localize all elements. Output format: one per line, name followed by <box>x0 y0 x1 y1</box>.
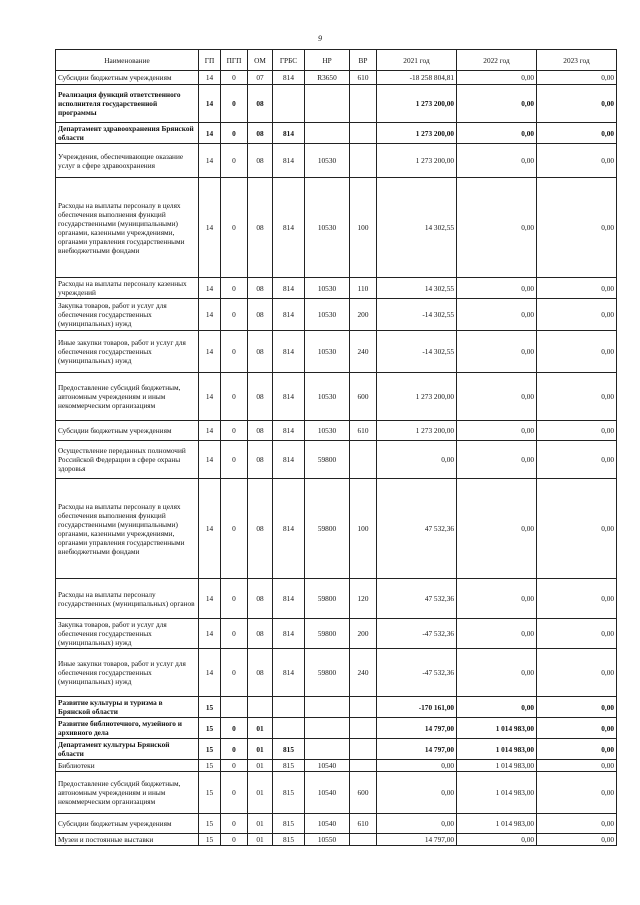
cell-pgp: 0 <box>221 373 248 421</box>
table-row <box>56 441 617 479</box>
cell-gp: 15 <box>199 718 221 739</box>
cell-nr <box>305 85 350 123</box>
cell-y2021: 1 273 200,00 <box>377 85 457 123</box>
cell-vr: 100 <box>350 479 377 579</box>
cell-pgp: 0 <box>221 579 248 619</box>
cell-gp: 15 <box>199 772 221 814</box>
cell-vr <box>350 739 377 760</box>
cell-vr <box>350 697 377 718</box>
cell-name: Закупка товаров, работ и услуг для обеспечения государственных (муниципальных) нужд <box>56 619 199 649</box>
table-row <box>56 85 617 123</box>
cell-nr: 10530 <box>305 421 350 441</box>
cell-pgp: 0 <box>221 441 248 479</box>
cell-om: 01 <box>248 739 273 760</box>
cell-y2023: 0,00 <box>537 718 617 739</box>
column-header: ГРБС <box>273 50 305 71</box>
cell-vr <box>350 441 377 479</box>
cell-y2023: 0,00 <box>537 697 617 718</box>
table-row <box>56 144 617 178</box>
cell-grbs: 815 <box>273 739 305 760</box>
cell-grbs: 814 <box>273 299 305 331</box>
table-header-row <box>56 50 617 71</box>
cell-pgp: 0 <box>221 649 248 697</box>
cell-nr: 59800 <box>305 649 350 697</box>
cell-name: Субсидии бюджетным учреждениям <box>56 421 199 441</box>
column-header: ПГП <box>221 50 248 71</box>
cell-pgp: 0 <box>221 760 248 772</box>
cell-y2021: 1 273 200,00 <box>377 123 457 144</box>
cell-y2022: 0,00 <box>457 479 537 579</box>
cell-y2021: 14 797,00 <box>377 739 457 760</box>
cell-nr: 10530 <box>305 331 350 373</box>
cell-pgp: 0 <box>221 814 248 834</box>
cell-name: Департамент культуры Брянской области <box>56 739 199 760</box>
table-row <box>56 178 617 278</box>
cell-y2021: 14 797,00 <box>377 834 457 846</box>
cell-y2021: -170 161,00 <box>377 697 457 718</box>
cell-pgp: 0 <box>221 619 248 649</box>
cell-y2021: 1 273 200,00 <box>377 373 457 421</box>
cell-gp: 14 <box>199 71 221 85</box>
cell-name: Расходы на выплаты персоналу в целях обеспечения выполнения функций государственными (муниципальными) органами, казенными учреждениями, органами управления государственными внебюджетными фондами <box>56 479 199 579</box>
cell-name: Закупка товаров, работ и услуг для обеспечения государственных (муниципальных) нужд <box>56 299 199 331</box>
table-row <box>56 331 617 373</box>
cell-nr: 10530 <box>305 278 350 299</box>
cell-y2021: 14 302,55 <box>377 278 457 299</box>
cell-vr <box>350 760 377 772</box>
cell-name: Субсидии бюджетным учреждениям <box>56 814 199 834</box>
cell-nr: 10530 <box>305 373 350 421</box>
budget-table <box>55 49 617 846</box>
cell-name: Развитие библиотечного, музейного и архивного дела <box>56 718 199 739</box>
table-row <box>56 123 617 144</box>
table-row <box>56 71 617 85</box>
cell-grbs: 815 <box>273 772 305 814</box>
cell-grbs: 814 <box>273 144 305 178</box>
cell-vr: 100 <box>350 178 377 278</box>
cell-vr <box>350 85 377 123</box>
cell-om: 08 <box>248 299 273 331</box>
cell-om: 08 <box>248 178 273 278</box>
cell-nr: R3650 <box>305 71 350 85</box>
cell-y2022: 0,00 <box>457 579 537 619</box>
cell-y2022: 0,00 <box>457 441 537 479</box>
cell-name: Учреждения, обеспечивающие оказание услуг в сфере здравоохранения <box>56 144 199 178</box>
cell-nr: 59800 <box>305 619 350 649</box>
cell-om: 08 <box>248 85 273 123</box>
cell-vr: 200 <box>350 299 377 331</box>
column-header: ОМ <box>248 50 273 71</box>
cell-gp: 14 <box>199 144 221 178</box>
cell-y2023: 0,00 <box>537 331 617 373</box>
cell-grbs: 814 <box>273 178 305 278</box>
cell-om: 08 <box>248 331 273 373</box>
cell-grbs: 814 <box>273 441 305 479</box>
cell-y2023: 0,00 <box>537 760 617 772</box>
cell-pgp: 0 <box>221 123 248 144</box>
cell-pgp: 0 <box>221 71 248 85</box>
cell-nr: 10550 <box>305 834 350 846</box>
cell-gp: 14 <box>199 331 221 373</box>
cell-gp: 14 <box>199 441 221 479</box>
cell-gp: 14 <box>199 619 221 649</box>
cell-name: Расходы на выплаты персоналу в целях обеспечения выполнения функций государственными (муниципальными) органами, казенными учреждениями, органами управления государственными внебюджетными фондами <box>56 178 199 278</box>
cell-om: 08 <box>248 123 273 144</box>
cell-vr: 610 <box>350 71 377 85</box>
cell-gp: 14 <box>199 579 221 619</box>
cell-y2022: 0,00 <box>457 178 537 278</box>
cell-y2022: 0,00 <box>457 421 537 441</box>
column-header: 2022 год <box>457 50 537 71</box>
cell-grbs: 814 <box>273 373 305 421</box>
cell-y2022: 0,00 <box>457 619 537 649</box>
table-row <box>56 479 617 579</box>
cell-pgp: 0 <box>221 85 248 123</box>
table-body <box>56 71 617 846</box>
column-header: 2023 год <box>537 50 617 71</box>
cell-y2023: 0,00 <box>537 814 617 834</box>
cell-gp: 14 <box>199 373 221 421</box>
cell-pgp: 0 <box>221 772 248 814</box>
cell-name: Расходы на выплаты персоналу казенных учреждений <box>56 278 199 299</box>
cell-vr: 240 <box>350 331 377 373</box>
cell-y2023: 0,00 <box>537 834 617 846</box>
cell-y2021: 0,00 <box>377 772 457 814</box>
cell-name: Иные закупки товаров, работ и услуг для обеспечения государственных (муниципальных) нужд <box>56 649 199 697</box>
cell-name: Субсидии бюджетным учреждениям <box>56 71 199 85</box>
cell-nr <box>305 739 350 760</box>
cell-name: Библиотеки <box>56 760 199 772</box>
cell-grbs: 814 <box>273 71 305 85</box>
cell-y2023: 0,00 <box>537 739 617 760</box>
cell-y2023: 0,00 <box>537 85 617 123</box>
cell-vr: 110 <box>350 278 377 299</box>
table-row <box>56 718 617 739</box>
cell-vr: 610 <box>350 421 377 441</box>
table-row <box>56 373 617 421</box>
page-number: 9 <box>318 34 322 43</box>
cell-pgp: 0 <box>221 278 248 299</box>
cell-grbs <box>273 85 305 123</box>
cell-y2023: 0,00 <box>537 278 617 299</box>
cell-grbs: 814 <box>273 421 305 441</box>
cell-y2021: -14 302,55 <box>377 331 457 373</box>
cell-y2023: 0,00 <box>537 71 617 85</box>
cell-nr: 10530 <box>305 178 350 278</box>
cell-y2021: 14 797,00 <box>377 718 457 739</box>
cell-nr <box>305 697 350 718</box>
cell-y2021: -14 302,55 <box>377 299 457 331</box>
table-row <box>56 421 617 441</box>
cell-om: 07 <box>248 71 273 85</box>
cell-y2023: 0,00 <box>537 479 617 579</box>
cell-y2022: 1 014 983,00 <box>457 760 537 772</box>
cell-vr: 600 <box>350 772 377 814</box>
cell-grbs <box>273 697 305 718</box>
cell-y2023: 0,00 <box>537 441 617 479</box>
cell-om: 08 <box>248 579 273 619</box>
cell-y2022: 0,00 <box>457 834 537 846</box>
cell-y2022: 0,00 <box>457 373 537 421</box>
cell-om: 08 <box>248 619 273 649</box>
cell-y2022: 1 014 983,00 <box>457 772 537 814</box>
cell-pgp: 0 <box>221 739 248 760</box>
table-row <box>56 299 617 331</box>
cell-y2021: 0,00 <box>377 760 457 772</box>
cell-nr: 59800 <box>305 441 350 479</box>
cell-om: 08 <box>248 421 273 441</box>
cell-name: Предоставление субсидий бюджетным, автономным учреждениям и иным некоммерческим организациям <box>56 373 199 421</box>
cell-y2022: 0,00 <box>457 278 537 299</box>
column-header: НР <box>305 50 350 71</box>
cell-y2023: 0,00 <box>537 144 617 178</box>
cell-grbs: 814 <box>273 479 305 579</box>
cell-pgp: 0 <box>221 421 248 441</box>
cell-nr: 10530 <box>305 144 350 178</box>
cell-gp: 15 <box>199 834 221 846</box>
table-row <box>56 619 617 649</box>
cell-vr <box>350 834 377 846</box>
cell-om: 08 <box>248 144 273 178</box>
table-row <box>56 278 617 299</box>
cell-name: Предоставление субсидий бюджетным, автономным учреждениям и иным некоммерческим организациям <box>56 772 199 814</box>
cell-gp: 15 <box>199 697 221 718</box>
cell-om: 01 <box>248 772 273 814</box>
cell-pgp: 0 <box>221 479 248 579</box>
table-row <box>56 834 617 846</box>
cell-gp: 14 <box>199 649 221 697</box>
cell-grbs: 814 <box>273 123 305 144</box>
cell-y2021: 1 273 200,00 <box>377 421 457 441</box>
cell-y2023: 0,00 <box>537 579 617 619</box>
cell-y2022: 0,00 <box>457 71 537 85</box>
cell-y2022: 0,00 <box>457 85 537 123</box>
cell-y2021: 47 532,36 <box>377 579 457 619</box>
cell-om: 08 <box>248 278 273 299</box>
column-header: Наименование <box>56 50 199 71</box>
cell-om: 01 <box>248 718 273 739</box>
cell-name: Расходы на выплаты персоналу государственных (муниципальных) органов <box>56 579 199 619</box>
cell-vr: 610 <box>350 814 377 834</box>
cell-grbs <box>273 718 305 739</box>
cell-y2022: 1 014 983,00 <box>457 739 537 760</box>
cell-nr: 10540 <box>305 772 350 814</box>
table-row <box>56 760 617 772</box>
cell-grbs: 814 <box>273 579 305 619</box>
cell-grbs: 815 <box>273 814 305 834</box>
cell-y2021: 1 273 200,00 <box>377 144 457 178</box>
cell-pgp: 0 <box>221 718 248 739</box>
cell-nr: 10540 <box>305 814 350 834</box>
cell-y2023: 0,00 <box>537 123 617 144</box>
cell-name: Осуществление переданных полномочий Российской Федерации в сфере охраны здоровья <box>56 441 199 479</box>
cell-vr <box>350 123 377 144</box>
table-row <box>56 772 617 814</box>
cell-nr: 10530 <box>305 299 350 331</box>
column-header: 2021 год <box>377 50 457 71</box>
table-row <box>56 649 617 697</box>
cell-grbs: 815 <box>273 760 305 772</box>
cell-gp: 15 <box>199 814 221 834</box>
cell-om: 01 <box>248 760 273 772</box>
cell-pgp: 0 <box>221 834 248 846</box>
cell-pgp: 0 <box>221 331 248 373</box>
cell-gp: 14 <box>199 123 221 144</box>
cell-name: Развитие культуры и туризма в Брянской области <box>56 697 199 718</box>
cell-vr: 240 <box>350 649 377 697</box>
cell-pgp: 0 <box>221 178 248 278</box>
cell-y2022: 0,00 <box>457 123 537 144</box>
cell-name: Департамент здравоохранения Брянской области <box>56 123 199 144</box>
cell-vr: 120 <box>350 579 377 619</box>
cell-pgp: 0 <box>221 299 248 331</box>
cell-gp: 14 <box>199 278 221 299</box>
cell-nr: 59800 <box>305 479 350 579</box>
table-row <box>56 579 617 619</box>
cell-y2023: 0,00 <box>537 299 617 331</box>
cell-grbs: 814 <box>273 649 305 697</box>
cell-y2022: 0,00 <box>457 144 537 178</box>
column-header: ВР <box>350 50 377 71</box>
cell-y2022: 1 014 983,00 <box>457 814 537 834</box>
table-row <box>56 814 617 834</box>
cell-y2021: 0,00 <box>377 441 457 479</box>
cell-name: Иные закупки товаров, работ и услуг для обеспечения государственных (муниципальных) нужд <box>56 331 199 373</box>
cell-vr <box>350 718 377 739</box>
cell-grbs: 814 <box>273 619 305 649</box>
cell-y2023: 0,00 <box>537 619 617 649</box>
cell-vr <box>350 144 377 178</box>
cell-y2023: 0,00 <box>537 178 617 278</box>
cell-y2021: 14 302,55 <box>377 178 457 278</box>
cell-y2022: 1 014 983,00 <box>457 718 537 739</box>
cell-nr: 59800 <box>305 579 350 619</box>
cell-nr <box>305 123 350 144</box>
cell-name: Реализация функций ответственного исполнителя государственной программы <box>56 85 199 123</box>
cell-grbs: 814 <box>273 331 305 373</box>
cell-y2021: -47 532,36 <box>377 649 457 697</box>
cell-y2021: -18 258 804,81 <box>377 71 457 85</box>
cell-gp: 15 <box>199 739 221 760</box>
cell-y2022: 0,00 <box>457 649 537 697</box>
cell-om: 08 <box>248 649 273 697</box>
cell-nr <box>305 718 350 739</box>
cell-om: 01 <box>248 834 273 846</box>
cell-y2023: 0,00 <box>537 373 617 421</box>
cell-gp: 14 <box>199 421 221 441</box>
cell-y2021: 47 532,36 <box>377 479 457 579</box>
cell-om: 08 <box>248 441 273 479</box>
cell-om <box>248 697 273 718</box>
cell-y2022: 0,00 <box>457 331 537 373</box>
cell-name: Музеи и постоянные выставки <box>56 834 199 846</box>
cell-gp: 15 <box>199 760 221 772</box>
cell-om: 08 <box>248 479 273 579</box>
cell-om: 01 <box>248 814 273 834</box>
cell-pgp: 0 <box>221 144 248 178</box>
cell-gp: 14 <box>199 299 221 331</box>
cell-y2021: 0,00 <box>377 814 457 834</box>
cell-nr: 10540 <box>305 760 350 772</box>
cell-grbs: 814 <box>273 278 305 299</box>
cell-vr: 200 <box>350 619 377 649</box>
cell-y2022: 0,00 <box>457 697 537 718</box>
cell-om: 08 <box>248 373 273 421</box>
cell-y2022: 0,00 <box>457 299 537 331</box>
column-header: ГП <box>199 50 221 71</box>
table-row <box>56 739 617 760</box>
cell-gp: 14 <box>199 85 221 123</box>
cell-y2023: 0,00 <box>537 649 617 697</box>
cell-vr: 600 <box>350 373 377 421</box>
cell-y2023: 0,00 <box>537 772 617 814</box>
cell-gp: 14 <box>199 178 221 278</box>
cell-gp: 14 <box>199 479 221 579</box>
cell-y2021: -47 532,36 <box>377 619 457 649</box>
cell-grbs: 815 <box>273 834 305 846</box>
cell-pgp <box>221 697 248 718</box>
cell-y2023: 0,00 <box>537 421 617 441</box>
table-row <box>56 697 617 718</box>
